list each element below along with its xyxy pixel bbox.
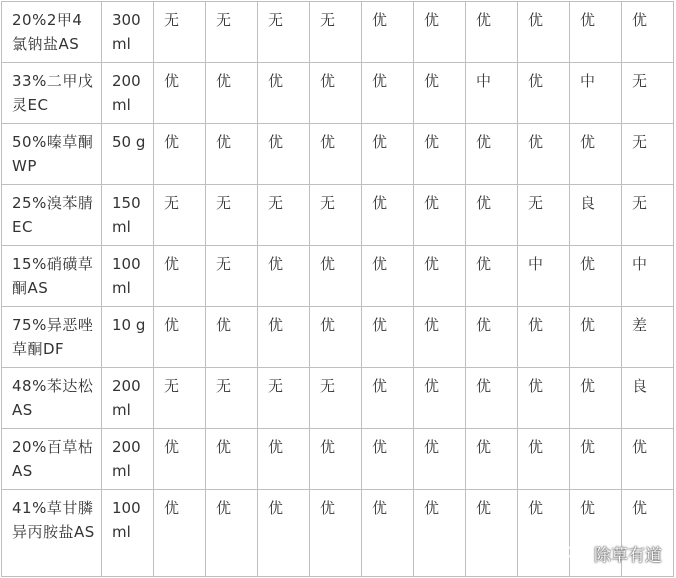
efficacy-rating-cell: 优 <box>258 307 310 368</box>
efficacy-rating-cell: 无 <box>518 185 570 246</box>
efficacy-rating-cell: 优 <box>518 2 570 63</box>
efficacy-rating-cell: 优 <box>362 246 414 307</box>
efficacy-rating-cell: 优 <box>518 307 570 368</box>
efficacy-rating-cell: 优 <box>414 2 466 63</box>
efficacy-rating-cell: 优 <box>206 490 258 577</box>
efficacy-rating-cell: 优 <box>518 124 570 185</box>
efficacy-rating-cell: 无 <box>258 2 310 63</box>
efficacy-rating-cell: 优 <box>206 124 258 185</box>
dose-cell: 10 g <box>102 307 154 368</box>
dose-cell: 100 ml <box>102 246 154 307</box>
table-row <box>2 124 674 185</box>
efficacy-rating-cell: 优 <box>362 185 414 246</box>
efficacy-rating-cell: 优 <box>414 368 466 429</box>
efficacy-rating-cell: 优 <box>310 63 362 124</box>
herbicide-name-cell: 20%百草枯AS <box>2 429 102 490</box>
efficacy-rating-cell: 优 <box>414 63 466 124</box>
table-row <box>2 246 674 307</box>
efficacy-rating-cell: 优 <box>518 63 570 124</box>
efficacy-rating-cell: 优 <box>622 2 674 63</box>
efficacy-rating-cell: 优 <box>570 246 622 307</box>
efficacy-rating-cell: 优 <box>518 429 570 490</box>
efficacy-rating-cell: 优 <box>518 368 570 429</box>
efficacy-rating-cell: 优 <box>570 307 622 368</box>
efficacy-rating-cell: 优 <box>362 124 414 185</box>
dose-cell: 200 ml <box>102 368 154 429</box>
efficacy-rating-cell: 优 <box>206 63 258 124</box>
efficacy-rating-cell: 优 <box>362 368 414 429</box>
table-row <box>2 185 674 246</box>
efficacy-rating-cell: 无 <box>310 368 362 429</box>
dose-cell: 300 ml <box>102 2 154 63</box>
herbicide-name-cell: 48%苯达松AS <box>2 368 102 429</box>
efficacy-rating-cell: 无 <box>154 368 206 429</box>
table-body <box>2 2 674 577</box>
efficacy-rating-cell: 差 <box>622 307 674 368</box>
efficacy-rating-cell: 优 <box>466 2 518 63</box>
efficacy-rating-cell: 无 <box>206 368 258 429</box>
watermark-text: 除草有道 <box>594 546 662 566</box>
dose-cell: 200 ml <box>102 429 154 490</box>
efficacy-rating-cell: 无 <box>310 2 362 63</box>
efficacy-rating-cell: 优 <box>154 307 206 368</box>
table-row <box>2 63 674 124</box>
herbicide-name-cell: 75%异恶唑草酮DF <box>2 307 102 368</box>
herbicide-name-cell: 41%草甘膦异丙胺盐AS <box>2 490 102 577</box>
efficacy-rating-cell: 优 <box>310 307 362 368</box>
efficacy-rating-cell: 优 <box>518 490 570 577</box>
dose-cell: 200 ml <box>102 63 154 124</box>
efficacy-rating-cell: 优 <box>258 124 310 185</box>
efficacy-rating-cell: 优 <box>414 307 466 368</box>
efficacy-rating-cell: 优 <box>414 185 466 246</box>
efficacy-rating-cell: 无 <box>310 185 362 246</box>
efficacy-rating-cell: 中 <box>570 63 622 124</box>
efficacy-rating-cell: 优 <box>466 246 518 307</box>
efficacy-rating-cell: 优 <box>414 124 466 185</box>
table-row <box>2 2 674 63</box>
dose-cell: 100 ml <box>102 490 154 577</box>
efficacy-rating-cell: 优 <box>466 307 518 368</box>
efficacy-rating-cell: 优 <box>362 429 414 490</box>
herbicide-name-cell: 15%硝磺草酮AS <box>2 246 102 307</box>
efficacy-rating-cell: 优 <box>154 246 206 307</box>
dose-cell: 50 g <box>102 124 154 185</box>
efficacy-rating-cell: 无 <box>622 63 674 124</box>
efficacy-rating-cell: 优 <box>154 63 206 124</box>
efficacy-rating-cell: 无 <box>622 185 674 246</box>
efficacy-rating-cell: 无 <box>154 2 206 63</box>
efficacy-rating-cell: 优 <box>466 124 518 185</box>
efficacy-rating-cell: 优 <box>570 368 622 429</box>
efficacy-rating-cell: 优 <box>362 2 414 63</box>
efficacy-rating-cell: 无 <box>258 185 310 246</box>
efficacy-rating-cell: 无 <box>206 246 258 307</box>
efficacy-rating-cell: 优 <box>570 2 622 63</box>
efficacy-rating-cell: 优 <box>154 490 206 577</box>
efficacy-rating-cell: 无 <box>206 2 258 63</box>
dose-cell: 150 ml <box>102 185 154 246</box>
efficacy-rating-cell: 优 <box>414 490 466 577</box>
efficacy-rating-cell: 良 <box>622 368 674 429</box>
efficacy-rating-cell: 优 <box>622 429 674 490</box>
efficacy-rating-cell: 优 <box>258 429 310 490</box>
herbicide-name-cell: 25%溴苯腈EC <box>2 185 102 246</box>
herbicide-efficacy-table <box>1 1 674 577</box>
efficacy-rating-cell: 优 <box>154 124 206 185</box>
table-row <box>2 429 674 490</box>
efficacy-rating-cell: 优 <box>570 124 622 185</box>
herbicide-name-cell: 50%嗪草酮WP <box>2 124 102 185</box>
efficacy-rating-cell: 优 <box>414 429 466 490</box>
efficacy-rating-cell: 优 <box>570 429 622 490</box>
efficacy-rating-cell: 无 <box>206 185 258 246</box>
efficacy-rating-cell: 优 <box>206 429 258 490</box>
efficacy-rating-cell: 优 <box>206 307 258 368</box>
efficacy-rating-cell: 优 <box>362 307 414 368</box>
efficacy-rating-cell: 优 <box>258 63 310 124</box>
efficacy-rating-cell: 优 <box>466 429 518 490</box>
efficacy-rating-cell: 优 <box>414 246 466 307</box>
efficacy-rating-cell: 优 <box>466 490 518 577</box>
efficacy-rating-cell: 中 <box>466 63 518 124</box>
efficacy-rating-cell: 优 <box>310 429 362 490</box>
wechat-icon <box>566 545 588 563</box>
efficacy-rating-cell: 优 <box>258 490 310 577</box>
efficacy-rating-cell: 优 <box>570 490 622 577</box>
efficacy-rating-cell: 无 <box>258 368 310 429</box>
efficacy-rating-cell: 优 <box>310 124 362 185</box>
efficacy-rating-cell: 优 <box>362 63 414 124</box>
efficacy-rating-cell: 优 <box>258 246 310 307</box>
efficacy-rating-cell: 优 <box>466 368 518 429</box>
efficacy-rating-cell: 中 <box>518 246 570 307</box>
efficacy-rating-cell: 无 <box>622 124 674 185</box>
table-row <box>2 307 674 368</box>
efficacy-rating-cell: 优 <box>154 429 206 490</box>
efficacy-rating-cell: 优 <box>466 185 518 246</box>
efficacy-rating-cell: 优 <box>310 246 362 307</box>
watermark <box>566 541 662 566</box>
efficacy-rating-cell: 优 <box>622 490 674 577</box>
efficacy-rating-cell: 优 <box>362 490 414 577</box>
efficacy-rating-cell: 优 <box>310 490 362 577</box>
herbicide-name-cell: 20%2甲4氯钠盐AS <box>2 2 102 63</box>
efficacy-rating-cell: 良 <box>570 185 622 246</box>
herbicide-name-cell: 33%二甲戊灵EC <box>2 63 102 124</box>
table-row <box>2 368 674 429</box>
efficacy-rating-cell: 无 <box>154 185 206 246</box>
efficacy-rating-cell: 中 <box>622 246 674 307</box>
